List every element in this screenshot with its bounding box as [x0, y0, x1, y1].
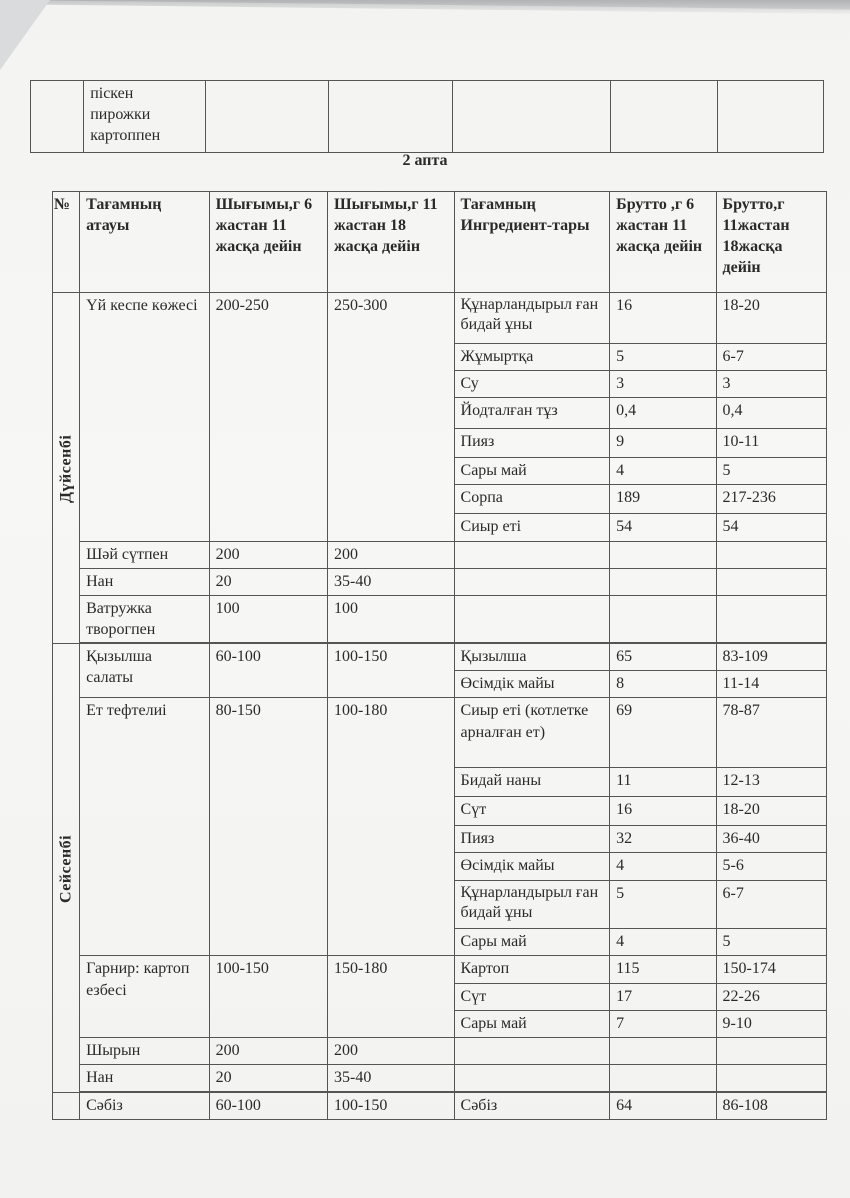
- ingredient-name: Сәбіз: [454, 1093, 610, 1120]
- previous-week-table-fragment: [30, 80, 824, 153]
- brutto-11-18: 5: [716, 929, 826, 956]
- header-row: [53, 192, 827, 293]
- ingredient-name: Пияз: [454, 826, 610, 853]
- brutto-6-11: 7: [610, 1011, 716, 1038]
- brutto-11-18: 83-109: [716, 644, 826, 671]
- table-row: [53, 1093, 827, 1120]
- brutto-11-18: 6-7: [716, 344, 826, 371]
- brutto-6-11: 4: [610, 458, 716, 485]
- output-11-18: 35-40: [328, 1065, 454, 1092]
- brutto-11-18: 9-10: [716, 1011, 826, 1038]
- dish-name: Нан: [80, 569, 210, 596]
- output-11-18: 250-300: [328, 293, 454, 542]
- brutto-6-11: 16: [610, 797, 716, 826]
- ingredient-name: Өсімдік майы: [454, 671, 610, 698]
- ingredient-name: Қызылша: [454, 644, 610, 671]
- output-6-11: 20: [209, 1065, 327, 1092]
- brutto-6-11: 8: [610, 671, 716, 698]
- ingredient-name: Сорпа: [454, 485, 610, 514]
- day-label-tuesday: Сейсенбі: [53, 644, 80, 1093]
- brutto-6-11: 32: [610, 826, 716, 853]
- output-6-11: 200-250: [209, 293, 327, 542]
- output-6-11: 100: [209, 596, 327, 643]
- dish-name: Үй кеспе көжесі: [80, 293, 210, 542]
- brutto-11-18: 54: [716, 514, 826, 542]
- table-row: [53, 956, 827, 984]
- ingredient-name: Құнарландырыл ған бидай ұны: [454, 881, 610, 929]
- brutto-11-18: 12-13: [716, 768, 826, 797]
- output-11-18: 100: [328, 596, 454, 643]
- ingredient-name: Картоп: [454, 956, 610, 984]
- ingredient-name: Сиыр еті (котлетке арналған ет): [454, 698, 610, 768]
- brutto-6-11: 115: [610, 956, 716, 984]
- brutto-6-11: 16: [610, 293, 716, 344]
- output-11-18: 100-150: [328, 644, 454, 698]
- col-header-output-11-18: Шығымы,г 11 жастан 18 жасқа дейін: [328, 192, 454, 293]
- brutto-11-18: 22-26: [716, 984, 826, 1011]
- dish-name-fragment: піскен пирожки картоппен: [84, 81, 205, 153]
- col-header-brutto-6-11: Брутто ,г 6 жастан 11 жасқа дейін: [610, 192, 716, 293]
- brutto-11-18: 5-6: [716, 853, 826, 881]
- brutto-11-18: 86-108: [716, 1093, 826, 1120]
- brutto-6-11: 65: [610, 644, 716, 671]
- dish-name: Шырын: [80, 1038, 210, 1065]
- week-title: 2 апта: [402, 152, 448, 169]
- ingredient-name: Өсімдік майы: [454, 853, 610, 881]
- ingredient-name: Сары май: [454, 1011, 610, 1038]
- brutto-11-18: 6-7: [716, 881, 826, 929]
- brutto-11-18: 11-14: [716, 671, 826, 698]
- table-row: [53, 569, 827, 596]
- brutto-6-11: 4: [610, 853, 716, 881]
- brutto-6-11: 17: [610, 984, 716, 1011]
- ingredient-name: Жұмыртқа: [454, 344, 610, 371]
- brutto-6-11: 64: [610, 1093, 716, 1120]
- brutto-6-11: 189: [610, 485, 716, 514]
- ingredient-name: Сары май: [454, 458, 610, 485]
- dish-name: Ет тефтелиі: [80, 698, 210, 956]
- dish-name: Нан: [80, 1065, 210, 1092]
- ingredient-name: Сүт: [454, 797, 610, 826]
- brutto-6-11: 69: [610, 698, 716, 768]
- output-11-18: 200: [328, 542, 454, 569]
- brutto-11-18: 10-11: [716, 429, 826, 458]
- dish-name: Қызылша салаты: [80, 644, 210, 698]
- col-header-dish-name: Тағамның атауы: [80, 192, 210, 293]
- brutto-6-11: 54: [610, 514, 716, 542]
- brutto-11-18: 78-87: [716, 698, 826, 768]
- folded-corner: [0, 0, 50, 70]
- table-row: [53, 596, 827, 643]
- output-6-11: 200: [209, 542, 327, 569]
- output-6-11: 200: [209, 1038, 327, 1065]
- brutto-6-11: 5: [610, 344, 716, 371]
- menu-table: [52, 191, 827, 1120]
- output-11-18: 35-40: [328, 569, 454, 596]
- ingredient-name: Бидай наны: [454, 768, 610, 797]
- ingredient-name: Сиыр еті: [454, 514, 610, 542]
- brutto-11-18: 150-174: [716, 956, 826, 984]
- output-6-11: 60-100: [209, 644, 327, 698]
- table-row: [53, 698, 827, 768]
- brutto-6-11: 0,4: [610, 398, 716, 429]
- brutto-6-11: 9: [610, 429, 716, 458]
- table-row: [53, 1038, 827, 1065]
- table-row: [53, 542, 827, 569]
- output-6-11: 20: [209, 569, 327, 596]
- brutto-11-18: 18-20: [716, 797, 826, 826]
- brutto-6-11: 11: [610, 768, 716, 797]
- dish-name: Шәй сүтпен: [80, 542, 210, 569]
- col-header-ingredients: Тағамның Ингредиент-тары: [454, 192, 610, 293]
- table-row: [53, 1065, 827, 1092]
- ingredient-name: Пияз: [454, 429, 610, 458]
- brutto-6-11: 3: [610, 371, 716, 398]
- brutto-11-18: 5: [716, 458, 826, 485]
- dish-name: Гарнир: картоп езбесі: [80, 956, 210, 1038]
- brutto-11-18: 18-20: [716, 293, 826, 344]
- brutto-6-11: 4: [610, 929, 716, 956]
- ingredient-name: Құнарландырыл ған бидай ұны: [454, 293, 610, 344]
- dish-name: Ватружка творогпен: [80, 596, 210, 643]
- output-6-11: 60-100: [209, 1093, 327, 1120]
- output-11-18: 100-180: [328, 698, 454, 956]
- day-label-monday: Дүйсенбі: [53, 293, 80, 644]
- col-header-brutto-11-18: Брутто,г 11жастан 18жасқа дейін: [716, 192, 826, 293]
- ingredient-name: Сары май: [454, 929, 610, 956]
- ingredient-name: Сүт: [454, 984, 610, 1011]
- brutto-11-18: 3: [716, 371, 826, 398]
- brutto-6-11: 5: [610, 881, 716, 929]
- brutto-11-18: 36-40: [716, 826, 826, 853]
- ingredient-name: Йодталған тұз: [454, 398, 610, 429]
- table-row: [53, 293, 827, 344]
- col-header-number: №: [53, 192, 80, 293]
- brutto-11-18: 217-236: [716, 485, 826, 514]
- table-row: [53, 644, 827, 671]
- dish-name: Сәбіз: [80, 1093, 210, 1120]
- col-header-output-6-11: Шығымы,г 6 жастан 11 жасқа дейін: [209, 192, 327, 293]
- output-11-18: 150-180: [328, 956, 454, 1038]
- output-6-11: 80-150: [209, 698, 327, 956]
- brutto-11-18: 0,4: [716, 398, 826, 429]
- output-6-11: 100-150: [209, 956, 327, 1038]
- ingredient-name: Су: [454, 371, 610, 398]
- output-11-18: 200: [328, 1038, 454, 1065]
- output-11-18: 100-150: [328, 1093, 454, 1120]
